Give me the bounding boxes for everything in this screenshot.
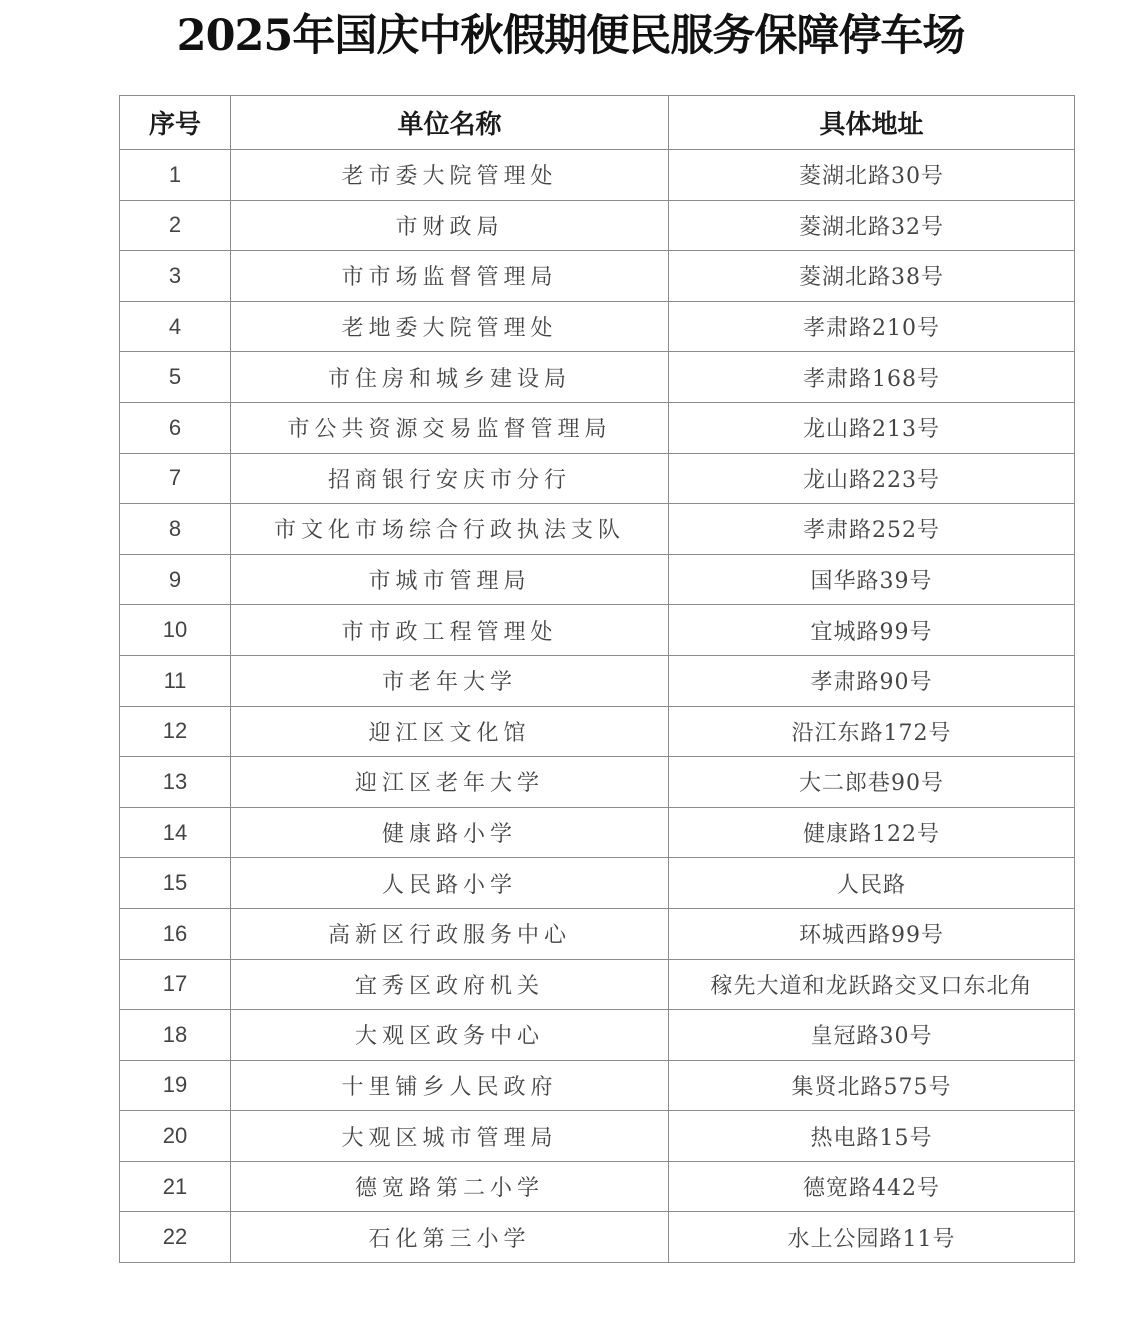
table-row (120, 1212, 1075, 1263)
address: 菱湖北路32号 (669, 200, 1075, 251)
row-index: 9 (120, 554, 231, 605)
row-index: 18 (120, 1010, 231, 1061)
table-row (120, 453, 1075, 504)
address: 大二郎巷90号 (669, 757, 1075, 808)
address: 孝肃路210号 (669, 301, 1075, 352)
table-row (120, 1010, 1075, 1061)
unit-name: 石化第三小学 (231, 1212, 669, 1263)
table-row (120, 301, 1075, 352)
row-index: 6 (120, 402, 231, 453)
unit-name: 老市委大院管理处 (231, 150, 669, 201)
table-row (120, 1111, 1075, 1162)
address: 孝肃路252号 (669, 504, 1075, 555)
table-row (120, 605, 1075, 656)
unit-name: 大观区城市管理局 (231, 1111, 669, 1162)
table-row (120, 554, 1075, 605)
table-row (120, 150, 1075, 201)
table-row (120, 655, 1075, 706)
address: 龙山路223号 (669, 453, 1075, 504)
row-index: 19 (120, 1060, 231, 1111)
unit-name: 市文化市场综合行政执法支队 (231, 504, 669, 555)
page-title: 2025年国庆中秋假期便民服务保障停车场 (176, 11, 965, 61)
table-row (120, 251, 1075, 302)
unit-name: 迎江区老年大学 (231, 757, 669, 808)
address: 热电路15号 (669, 1111, 1075, 1162)
table-row (120, 757, 1075, 808)
row-index: 10 (120, 605, 231, 656)
column-header-unit-name: 单位名称 (231, 96, 669, 150)
row-index: 12 (120, 706, 231, 757)
unit-name: 市市政工程管理处 (231, 605, 669, 656)
unit-name: 健康路小学 (231, 807, 669, 858)
address: 皇冠路30号 (669, 1010, 1075, 1061)
row-index: 11 (120, 655, 231, 706)
unit-name: 宜秀区政府机关 (231, 959, 669, 1010)
table-row (120, 959, 1075, 1010)
row-index: 16 (120, 908, 231, 959)
row-index: 4 (120, 301, 231, 352)
column-header-address: 具体地址 (669, 96, 1075, 150)
address: 国华路39号 (669, 554, 1075, 605)
address: 菱湖北路38号 (669, 251, 1075, 302)
row-index: 20 (120, 1111, 231, 1162)
address: 宜城路99号 (669, 605, 1075, 656)
address: 菱湖北路30号 (669, 150, 1075, 201)
address: 健康路122号 (669, 807, 1075, 858)
unit-name: 市城市管理局 (231, 554, 669, 605)
row-index: 1 (120, 150, 231, 201)
unit-name: 老地委大院管理处 (231, 301, 669, 352)
table-row (120, 706, 1075, 757)
table-body (120, 150, 1075, 1263)
row-index: 3 (120, 251, 231, 302)
unit-name: 市市场监督管理局 (231, 251, 669, 302)
table-row (120, 402, 1075, 453)
unit-name: 十里铺乡人民政府 (231, 1060, 669, 1111)
table-header-row (120, 96, 1075, 150)
row-index: 13 (120, 757, 231, 808)
unit-name: 迎江区文化馆 (231, 706, 669, 757)
table-row (120, 807, 1075, 858)
address: 人民路 (669, 858, 1075, 909)
unit-name: 市住房和城乡建设局 (231, 352, 669, 403)
row-index: 8 (120, 504, 231, 555)
row-index: 2 (120, 200, 231, 251)
row-index: 7 (120, 453, 231, 504)
unit-name: 市财政局 (231, 200, 669, 251)
unit-name: 人民路小学 (231, 858, 669, 909)
table-row (120, 504, 1075, 555)
address: 稼先大道和龙跃路交叉口东北角 (669, 959, 1075, 1010)
table-row (120, 1060, 1075, 1111)
unit-name: 大观区政务中心 (231, 1010, 669, 1061)
address: 水上公园路11号 (669, 1212, 1075, 1263)
row-index: 15 (120, 858, 231, 909)
parking-lot-table (119, 95, 1075, 1263)
address: 集贤北路575号 (669, 1060, 1075, 1111)
table-row (120, 200, 1075, 251)
column-header-index: 序号 (120, 96, 231, 150)
address: 孝肃路168号 (669, 352, 1075, 403)
address: 德宽路442号 (669, 1161, 1075, 1212)
unit-name: 高新区行政服务中心 (231, 908, 669, 959)
table-row (120, 1161, 1075, 1212)
row-index: 22 (120, 1212, 231, 1263)
address: 孝肃路90号 (669, 655, 1075, 706)
row-index: 14 (120, 807, 231, 858)
row-index: 17 (120, 959, 231, 1010)
unit-name: 德宽路第二小学 (231, 1161, 669, 1212)
table-row (120, 352, 1075, 403)
address: 龙山路213号 (669, 402, 1075, 453)
unit-name: 招商银行安庆市分行 (231, 453, 669, 504)
unit-name: 市公共资源交易监督管理局 (231, 402, 669, 453)
address: 环城西路99号 (669, 908, 1075, 959)
row-index: 21 (120, 1161, 231, 1212)
row-index: 5 (120, 352, 231, 403)
address: 沿江东路172号 (669, 706, 1075, 757)
table-row (120, 858, 1075, 909)
unit-name: 市老年大学 (231, 655, 669, 706)
table-row (120, 908, 1075, 959)
